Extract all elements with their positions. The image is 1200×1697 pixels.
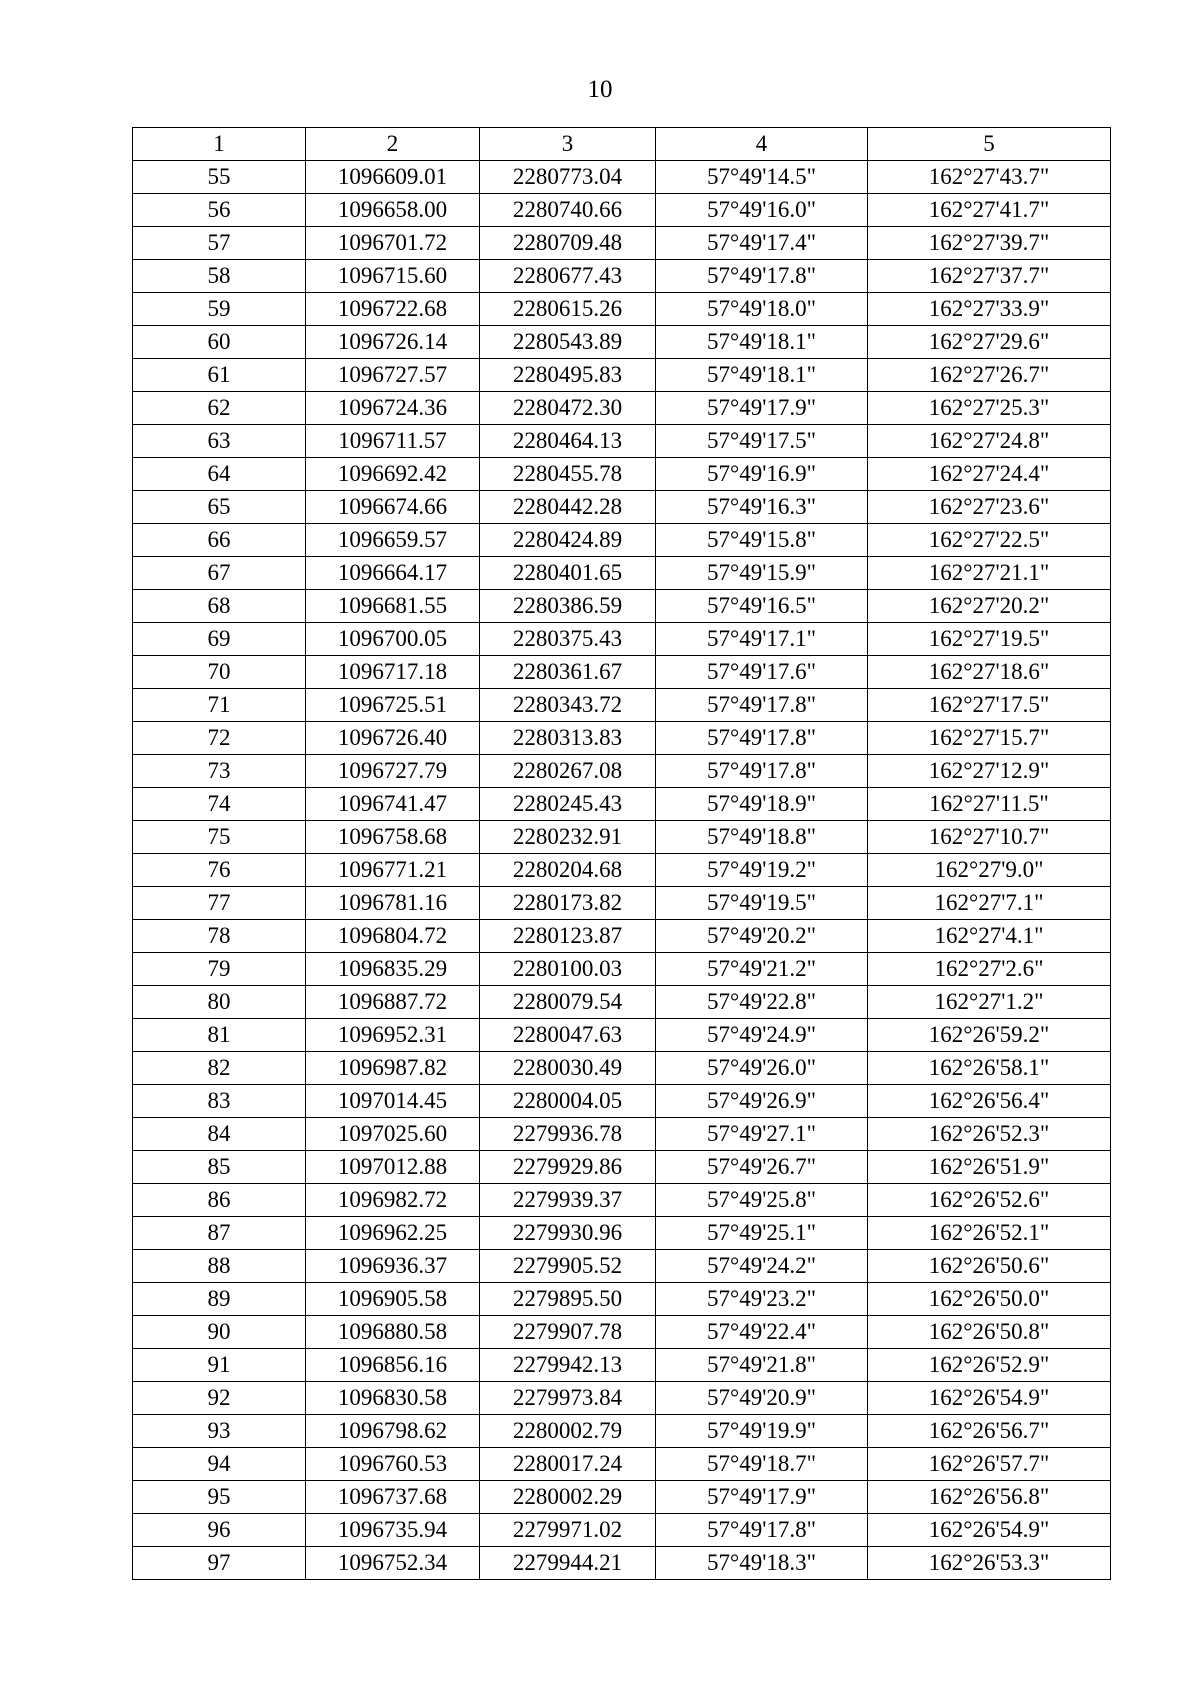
point-number-cell: 56 (133, 194, 306, 227)
x-coordinate-cell: 1096609.01 (306, 161, 480, 194)
point-number-cell: 66 (133, 524, 306, 557)
x-coordinate-cell: 1096658.00 (306, 194, 480, 227)
latitude-cell: 57°49'23.2" (656, 1283, 868, 1316)
point-number-cell: 59 (133, 293, 306, 326)
x-coordinate-cell: 1096715.60 (306, 260, 480, 293)
latitude-cell: 57°49'25.1" (656, 1217, 868, 1250)
point-number-cell: 61 (133, 359, 306, 392)
latitude-cell: 57°49'16.9" (656, 458, 868, 491)
y-coordinate-cell: 2279939.37 (480, 1184, 656, 1217)
y-coordinate-cell: 2280002.79 (480, 1415, 656, 1448)
latitude-cell: 57°49'17.8" (656, 722, 868, 755)
longitude-cell: 162°27'21.1" (868, 557, 1111, 590)
latitude-cell: 57°49'17.8" (656, 1514, 868, 1547)
point-number-cell: 62 (133, 392, 306, 425)
x-coordinate-cell: 1096681.55 (306, 590, 480, 623)
table-row (133, 194, 1111, 227)
table-row (133, 524, 1111, 557)
longitude-cell: 162°26'52.1" (868, 1217, 1111, 1250)
latitude-cell: 57°49'26.0" (656, 1052, 868, 1085)
point-number-cell: 80 (133, 986, 306, 1019)
table-row (133, 1019, 1111, 1052)
longitude-cell: 162°26'50.8" (868, 1316, 1111, 1349)
x-coordinate-cell: 1096727.79 (306, 755, 480, 788)
table-row (133, 227, 1111, 260)
y-coordinate-cell: 2280123.87 (480, 920, 656, 953)
longitude-cell: 162°26'59.2" (868, 1019, 1111, 1052)
x-coordinate-cell: 1096735.94 (306, 1514, 480, 1547)
table-row (133, 359, 1111, 392)
latitude-cell: 57°49'17.5" (656, 425, 868, 458)
y-coordinate-cell: 2280343.72 (480, 689, 656, 722)
longitude-cell: 162°27'18.6" (868, 656, 1111, 689)
table-row (133, 1547, 1111, 1580)
longitude-cell: 162°27'19.5" (868, 623, 1111, 656)
y-coordinate-cell: 2280004.05 (480, 1085, 656, 1118)
x-coordinate-cell: 1096982.72 (306, 1184, 480, 1217)
longitude-cell: 162°27'26.7" (868, 359, 1111, 392)
latitude-cell: 57°49'22.8" (656, 986, 868, 1019)
table-row (133, 623, 1111, 656)
latitude-cell: 57°49'19.5" (656, 887, 868, 920)
table-row (133, 161, 1111, 194)
x-coordinate-cell: 1096701.72 (306, 227, 480, 260)
y-coordinate-cell: 2280204.68 (480, 854, 656, 887)
coordinates-table (132, 127, 1111, 1580)
x-coordinate-cell: 1096781.16 (306, 887, 480, 920)
table-row (133, 1415, 1111, 1448)
point-number-cell: 97 (133, 1547, 306, 1580)
latitude-cell: 57°49'16.5" (656, 590, 868, 623)
point-number-cell: 82 (133, 1052, 306, 1085)
x-coordinate-cell: 1096758.68 (306, 821, 480, 854)
x-coordinate-cell: 1096987.82 (306, 1052, 480, 1085)
longitude-cell: 162°26'50.0" (868, 1283, 1111, 1316)
x-coordinate-cell: 1096887.72 (306, 986, 480, 1019)
x-coordinate-cell: 1096664.17 (306, 557, 480, 590)
table-row (133, 590, 1111, 623)
table-row (133, 1184, 1111, 1217)
longitude-cell: 162°26'54.9" (868, 1382, 1111, 1415)
table-row (133, 854, 1111, 887)
table-row (133, 326, 1111, 359)
table-row (133, 920, 1111, 953)
latitude-cell: 57°49'17.6" (656, 656, 868, 689)
y-coordinate-cell: 2280375.43 (480, 623, 656, 656)
latitude-cell: 57°49'15.9" (656, 557, 868, 590)
point-number-cell: 64 (133, 458, 306, 491)
longitude-cell: 162°27'29.6" (868, 326, 1111, 359)
point-number-cell: 91 (133, 1349, 306, 1382)
point-number-cell: 83 (133, 1085, 306, 1118)
table-row (133, 1118, 1111, 1151)
x-coordinate-cell: 1096905.58 (306, 1283, 480, 1316)
longitude-cell: 162°26'51.9" (868, 1151, 1111, 1184)
x-coordinate-cell: 1096856.16 (306, 1349, 480, 1382)
table-body (133, 128, 1111, 1580)
table-row (133, 260, 1111, 293)
table-row (133, 986, 1111, 1019)
latitude-cell: 57°49'19.2" (656, 854, 868, 887)
y-coordinate-cell: 2280401.65 (480, 557, 656, 590)
table-row (133, 392, 1111, 425)
point-number-cell: 87 (133, 1217, 306, 1250)
table-row (133, 425, 1111, 458)
x-coordinate-cell: 1096726.40 (306, 722, 480, 755)
y-coordinate-cell: 2280002.29 (480, 1481, 656, 1514)
latitude-cell: 57°49'24.2" (656, 1250, 868, 1283)
table-row (133, 656, 1111, 689)
longitude-cell: 162°27'22.5" (868, 524, 1111, 557)
x-coordinate-cell: 1096804.72 (306, 920, 480, 953)
latitude-cell: 57°49'25.8" (656, 1184, 868, 1217)
x-coordinate-cell: 1096936.37 (306, 1250, 480, 1283)
y-coordinate-cell: 2280472.30 (480, 392, 656, 425)
longitude-cell: 162°27'25.3" (868, 392, 1111, 425)
y-coordinate-cell: 2280455.78 (480, 458, 656, 491)
point-number-cell: 65 (133, 491, 306, 524)
longitude-cell: 162°27'33.9" (868, 293, 1111, 326)
y-coordinate-cell: 2280245.43 (480, 788, 656, 821)
x-coordinate-cell: 1096692.42 (306, 458, 480, 491)
x-coordinate-cell: 1096700.05 (306, 623, 480, 656)
x-coordinate-cell: 1096727.57 (306, 359, 480, 392)
y-coordinate-cell: 2280173.82 (480, 887, 656, 920)
x-coordinate-cell: 1096674.66 (306, 491, 480, 524)
point-number-cell: 58 (133, 260, 306, 293)
latitude-cell: 57°49'20.2" (656, 920, 868, 953)
point-number-cell: 57 (133, 227, 306, 260)
x-coordinate-cell: 1096711.57 (306, 425, 480, 458)
x-coordinate-cell: 1096741.47 (306, 788, 480, 821)
longitude-cell: 162°27'39.7" (868, 227, 1111, 260)
y-coordinate-cell: 2280030.49 (480, 1052, 656, 1085)
table-row (133, 1151, 1111, 1184)
x-coordinate-cell: 1096962.25 (306, 1217, 480, 1250)
table-header-row (133, 128, 1111, 161)
point-number-cell: 85 (133, 1151, 306, 1184)
longitude-cell: 162°27'4.1" (868, 920, 1111, 953)
longitude-cell: 162°27'41.7" (868, 194, 1111, 227)
x-coordinate-cell: 1097014.45 (306, 1085, 480, 1118)
y-coordinate-cell: 2279971.02 (480, 1514, 656, 1547)
y-coordinate-cell: 2279936.78 (480, 1118, 656, 1151)
longitude-cell: 162°27'37.7" (868, 260, 1111, 293)
y-coordinate-cell: 2280740.66 (480, 194, 656, 227)
x-coordinate-cell: 1096771.21 (306, 854, 480, 887)
longitude-cell: 162°26'50.6" (868, 1250, 1111, 1283)
column-header: 5 (868, 128, 1111, 161)
y-coordinate-cell: 2280313.83 (480, 722, 656, 755)
latitude-cell: 57°49'18.8" (656, 821, 868, 854)
point-number-cell: 79 (133, 953, 306, 986)
longitude-cell: 162°26'52.6" (868, 1184, 1111, 1217)
y-coordinate-cell: 2279895.50 (480, 1283, 656, 1316)
point-number-cell: 94 (133, 1448, 306, 1481)
longitude-cell: 162°26'54.9" (868, 1514, 1111, 1547)
table-row (133, 1283, 1111, 1316)
column-header: 3 (480, 128, 656, 161)
latitude-cell: 57°49'19.9" (656, 1415, 868, 1448)
point-number-cell: 55 (133, 161, 306, 194)
table-row (133, 293, 1111, 326)
table-row (133, 887, 1111, 920)
longitude-cell: 162°27'7.1" (868, 887, 1111, 920)
longitude-cell: 162°27'10.7" (868, 821, 1111, 854)
y-coordinate-cell: 2280464.13 (480, 425, 656, 458)
longitude-cell: 162°27'2.6" (868, 953, 1111, 986)
point-number-cell: 88 (133, 1250, 306, 1283)
y-coordinate-cell: 2279930.96 (480, 1217, 656, 1250)
point-number-cell: 72 (133, 722, 306, 755)
latitude-cell: 57°49'27.1" (656, 1118, 868, 1151)
longitude-cell: 162°27'23.6" (868, 491, 1111, 524)
table-row (133, 1382, 1111, 1415)
latitude-cell: 57°49'21.8" (656, 1349, 868, 1382)
point-number-cell: 67 (133, 557, 306, 590)
point-number-cell: 73 (133, 755, 306, 788)
point-number-cell: 86 (133, 1184, 306, 1217)
table-row (133, 1217, 1111, 1250)
latitude-cell: 57°49'18.3" (656, 1547, 868, 1580)
page-number: 10 (587, 76, 613, 103)
table-row (133, 1514, 1111, 1547)
y-coordinate-cell: 2279905.52 (480, 1250, 656, 1283)
longitude-cell: 162°27'1.2" (868, 986, 1111, 1019)
latitude-cell: 57°49'17.8" (656, 689, 868, 722)
point-number-cell: 77 (133, 887, 306, 920)
column-header: 1 (133, 128, 306, 161)
x-coordinate-cell: 1096722.68 (306, 293, 480, 326)
longitude-cell: 162°26'52.9" (868, 1349, 1111, 1382)
y-coordinate-cell: 2280677.43 (480, 260, 656, 293)
longitude-cell: 162°26'56.8" (868, 1481, 1111, 1514)
longitude-cell: 162°27'15.7" (868, 722, 1111, 755)
latitude-cell: 57°49'16.3" (656, 491, 868, 524)
y-coordinate-cell: 2280047.63 (480, 1019, 656, 1052)
x-coordinate-cell: 1096717.18 (306, 656, 480, 689)
y-coordinate-cell: 2279944.21 (480, 1547, 656, 1580)
table-row (133, 1481, 1111, 1514)
y-coordinate-cell: 2280709.48 (480, 227, 656, 260)
latitude-cell: 57°49'21.2" (656, 953, 868, 986)
y-coordinate-cell: 2280361.67 (480, 656, 656, 689)
point-number-cell: 90 (133, 1316, 306, 1349)
y-coordinate-cell: 2279907.78 (480, 1316, 656, 1349)
latitude-cell: 57°49'26.7" (656, 1151, 868, 1184)
longitude-cell: 162°27'20.2" (868, 590, 1111, 623)
y-coordinate-cell: 2280424.89 (480, 524, 656, 557)
latitude-cell: 57°49'17.4" (656, 227, 868, 260)
x-coordinate-cell: 1096737.68 (306, 1481, 480, 1514)
table-row (133, 788, 1111, 821)
longitude-cell: 162°27'17.5" (868, 689, 1111, 722)
column-header: 2 (306, 128, 480, 161)
latitude-cell: 57°49'17.9" (656, 1481, 868, 1514)
y-coordinate-cell: 2280495.83 (480, 359, 656, 392)
point-number-cell: 89 (133, 1283, 306, 1316)
latitude-cell: 57°49'18.7" (656, 1448, 868, 1481)
table-row (133, 1316, 1111, 1349)
point-number-cell: 93 (133, 1415, 306, 1448)
latitude-cell: 57°49'18.1" (656, 326, 868, 359)
point-number-cell: 92 (133, 1382, 306, 1415)
x-coordinate-cell: 1097012.88 (306, 1151, 480, 1184)
y-coordinate-cell: 2279942.13 (480, 1349, 656, 1382)
y-coordinate-cell: 2280615.26 (480, 293, 656, 326)
x-coordinate-cell: 1096880.58 (306, 1316, 480, 1349)
latitude-cell: 57°49'26.9" (656, 1085, 868, 1118)
table-row (133, 821, 1111, 854)
table-row (133, 722, 1111, 755)
y-coordinate-cell: 2279929.86 (480, 1151, 656, 1184)
y-coordinate-cell: 2280017.24 (480, 1448, 656, 1481)
longitude-cell: 162°27'43.7" (868, 161, 1111, 194)
point-number-cell: 95 (133, 1481, 306, 1514)
longitude-cell: 162°26'53.3" (868, 1547, 1111, 1580)
point-number-cell: 74 (133, 788, 306, 821)
latitude-cell: 57°49'17.8" (656, 755, 868, 788)
point-number-cell: 81 (133, 1019, 306, 1052)
x-coordinate-cell: 1096798.62 (306, 1415, 480, 1448)
point-number-cell: 75 (133, 821, 306, 854)
y-coordinate-cell: 2280232.91 (480, 821, 656, 854)
latitude-cell: 57°49'24.9" (656, 1019, 868, 1052)
latitude-cell: 57°49'17.9" (656, 392, 868, 425)
table-row (133, 458, 1111, 491)
x-coordinate-cell: 1096760.53 (306, 1448, 480, 1481)
y-coordinate-cell: 2280386.59 (480, 590, 656, 623)
x-coordinate-cell: 1096725.51 (306, 689, 480, 722)
y-coordinate-cell: 2280442.28 (480, 491, 656, 524)
latitude-cell: 57°49'18.9" (656, 788, 868, 821)
x-coordinate-cell: 1096830.58 (306, 1382, 480, 1415)
x-coordinate-cell: 1097025.60 (306, 1118, 480, 1151)
point-number-cell: 69 (133, 623, 306, 656)
point-number-cell: 76 (133, 854, 306, 887)
longitude-cell: 162°27'24.4" (868, 458, 1111, 491)
longitude-cell: 162°26'58.1" (868, 1052, 1111, 1085)
latitude-cell: 57°49'16.0" (656, 194, 868, 227)
latitude-cell: 57°49'18.0" (656, 293, 868, 326)
longitude-cell: 162°27'11.5" (868, 788, 1111, 821)
table-row (133, 1349, 1111, 1382)
latitude-cell: 57°49'18.1" (656, 359, 868, 392)
x-coordinate-cell: 1096724.36 (306, 392, 480, 425)
longitude-cell: 162°26'56.7" (868, 1415, 1111, 1448)
point-number-cell: 68 (133, 590, 306, 623)
longitude-cell: 162°26'57.7" (868, 1448, 1111, 1481)
latitude-cell: 57°49'20.9" (656, 1382, 868, 1415)
latitude-cell: 57°49'17.1" (656, 623, 868, 656)
table-row (133, 1052, 1111, 1085)
x-coordinate-cell: 1096752.34 (306, 1547, 480, 1580)
latitude-cell: 57°49'14.5" (656, 161, 868, 194)
x-coordinate-cell: 1096952.31 (306, 1019, 480, 1052)
point-number-cell: 70 (133, 656, 306, 689)
latitude-cell: 57°49'17.8" (656, 260, 868, 293)
longitude-cell: 162°27'24.8" (868, 425, 1111, 458)
point-number-cell: 96 (133, 1514, 306, 1547)
x-coordinate-cell: 1096835.29 (306, 953, 480, 986)
y-coordinate-cell: 2280773.04 (480, 161, 656, 194)
point-number-cell: 78 (133, 920, 306, 953)
table-row (133, 689, 1111, 722)
point-number-cell: 84 (133, 1118, 306, 1151)
table-row (133, 953, 1111, 986)
x-coordinate-cell: 1096726.14 (306, 326, 480, 359)
longitude-cell: 162°26'52.3" (868, 1118, 1111, 1151)
point-number-cell: 63 (133, 425, 306, 458)
latitude-cell: 57°49'22.4" (656, 1316, 868, 1349)
point-number-cell: 60 (133, 326, 306, 359)
y-coordinate-cell: 2280267.08 (480, 755, 656, 788)
table-row (133, 1448, 1111, 1481)
y-coordinate-cell: 2279973.84 (480, 1382, 656, 1415)
longitude-cell: 162°26'56.4" (868, 1085, 1111, 1118)
x-coordinate-cell: 1096659.57 (306, 524, 480, 557)
table-row (133, 1250, 1111, 1283)
longitude-cell: 162°27'12.9" (868, 755, 1111, 788)
y-coordinate-cell: 2280543.89 (480, 326, 656, 359)
y-coordinate-cell: 2280079.54 (480, 986, 656, 1019)
table-row (133, 1085, 1111, 1118)
latitude-cell: 57°49'15.8" (656, 524, 868, 557)
table-row (133, 557, 1111, 590)
table-row (133, 491, 1111, 524)
y-coordinate-cell: 2280100.03 (480, 953, 656, 986)
table-row (133, 755, 1111, 788)
point-number-cell: 71 (133, 689, 306, 722)
column-header: 4 (656, 128, 868, 161)
longitude-cell: 162°27'9.0" (868, 854, 1111, 887)
